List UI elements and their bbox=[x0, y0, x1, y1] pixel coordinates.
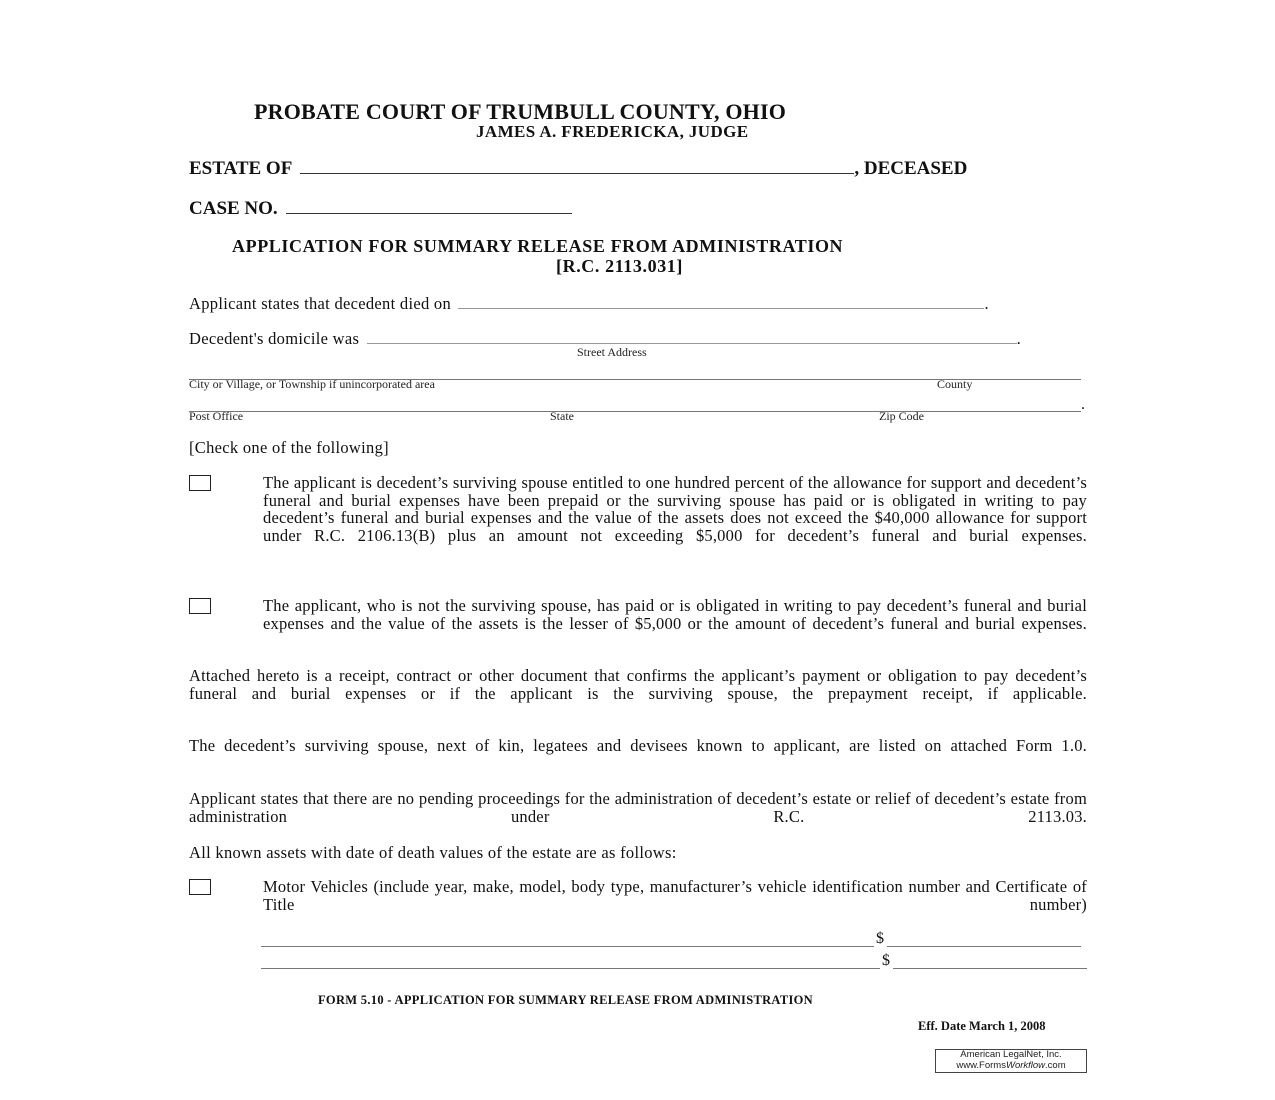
city-caption: City or Village, or Township if unincorporated area bbox=[189, 377, 435, 391]
judge-name: JAMES A. FREDERICKA, JUDGE bbox=[476, 122, 749, 141]
street-address-field[interactable] bbox=[367, 329, 1017, 344]
form-footer: FORM 5.10 - APPLICATION FOR SUMMARY RELEASE FROM ADMINISTRATION bbox=[318, 993, 813, 1007]
died-on-line: Applicant states that decedent died on . bbox=[189, 294, 989, 313]
vehicle-value-field-2[interactable] bbox=[893, 968, 1087, 969]
check-instruction: [Check one of the following] bbox=[189, 438, 389, 457]
dollar-sign-2: $ bbox=[882, 952, 890, 969]
case-line bbox=[189, 198, 572, 220]
estate-line bbox=[189, 158, 967, 180]
post-office-state-zip-field[interactable] bbox=[189, 411, 1081, 412]
surviving-spouse-option: The applicant is decedent’s surviving spouse entitled to one hundred percent of the allowance for support and decedent’s funeral and burial expenses have been prepaid or the surviving spouse has paid or is obligated in writing to pay decedent’s funeral and burial expenses and the value of the assets does not exceed the $40,000 allowance for support under R.C. 2106.13(B) plus an amount not exceeding $5,000 for decedent’s funeral and burial expenses. bbox=[263, 473, 1087, 545]
assets-intro: All known assets with date of death values of the estate are as follows: bbox=[189, 843, 677, 862]
attached-receipt-paragraph: Attached hereto is a receipt, contract or other document that confirms the applicant’s payment or obligation to pay decedent’s funeral and burial expenses or if the applicant is the surviving spouse, the prepayment receipt, if applicable. bbox=[189, 666, 1087, 703]
motor-vehicles-option: Motor Vehicles (include year, make, model, body type, manufacturer’s vehicle identification number and Certificate of Title number) bbox=[263, 877, 1087, 914]
next-of-kin-paragraph: The decedent’s surviving spouse, next of kin, legatees and devisees known to applicant, are listed on attached Form 1.0. bbox=[189, 736, 1087, 755]
case-number-field[interactable] bbox=[286, 199, 572, 214]
form-title: APPLICATION FOR SUMMARY RELEASE FROM ADMINISTRATION bbox=[232, 236, 844, 256]
deceased-label: , DECEASED bbox=[854, 158, 968, 179]
died-on-label: Applicant states that decedent died on bbox=[189, 294, 452, 313]
legalnet-name: American LegalNet, Inc. bbox=[960, 1049, 1062, 1060]
estate-label: ESTATE OF bbox=[189, 158, 292, 179]
estate-name-field[interactable] bbox=[300, 159, 854, 174]
domicile-label: Decedent's domicile was bbox=[189, 329, 360, 348]
zip-caption: Zip Code bbox=[879, 409, 924, 423]
post-office-caption: Post Office bbox=[189, 409, 244, 423]
vehicle-value-field-1[interactable] bbox=[887, 946, 1081, 947]
not-spouse-checkbox[interactable] bbox=[189, 598, 211, 614]
vehicle-description-field-1[interactable] bbox=[261, 946, 874, 947]
date-of-death-field[interactable] bbox=[458, 294, 984, 309]
state-caption: State bbox=[550, 409, 574, 423]
domicile-line: Decedent's domicile was . bbox=[189, 329, 1022, 348]
not-spouse-option: The applicant, who is not the surviving spouse, has paid or is obligated in writing to pay decedent’s funeral and burial expenses and the value of the assets is the lesser of $5,000 or the amount of decedent’s funeral and burial expenses. bbox=[263, 596, 1087, 633]
statute-ref: [R.C. 2113.031] bbox=[556, 256, 683, 276]
county-caption: County bbox=[937, 377, 973, 391]
dollar-sign-1: $ bbox=[876, 930, 884, 947]
vehicle-description-field-2[interactable] bbox=[261, 968, 880, 969]
legalnet-url[interactable]: www.FormsWorkflow.com bbox=[956, 1059, 1066, 1071]
effective-date: Eff. Date March 1, 2008 bbox=[918, 1019, 1046, 1033]
no-pending-paragraph: Applicant states that there are no pending proceedings for the administration of decedent’s estate or relief of decedent’s estate from administration under R.C. 2113.03. bbox=[189, 789, 1087, 826]
case-label: CASE NO. bbox=[189, 198, 278, 219]
street-address-caption: Street Address bbox=[577, 345, 647, 359]
court-title: PROBATE COURT OF TRUMBULL COUNTY, OHIO bbox=[254, 99, 787, 124]
surviving-spouse-checkbox[interactable] bbox=[189, 475, 211, 491]
motor-vehicles-checkbox[interactable] bbox=[189, 879, 211, 895]
legalnet-logo bbox=[935, 1049, 1087, 1073]
